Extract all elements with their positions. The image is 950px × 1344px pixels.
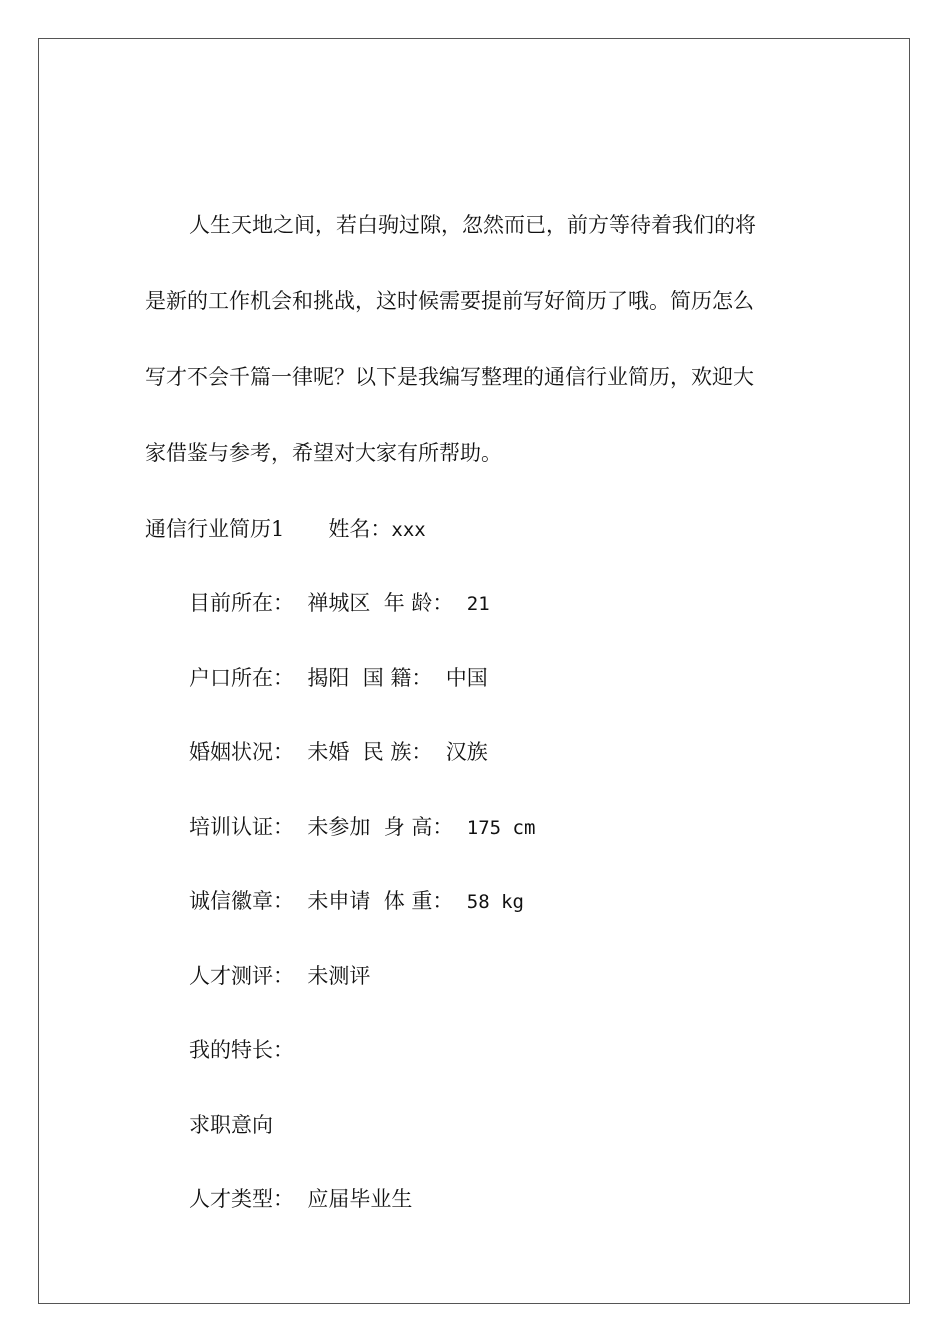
field-label: 户口所在： — [189, 665, 294, 690]
name-label: 姓名： — [328, 517, 392, 541]
field-row-talent-assessment — [145, 956, 805, 1031]
intro-paragraph-line: 是新的工作机会和挑战，这时候需要提前写好简历了哦。简历怎么 — [145, 289, 754, 313]
field-label: 人才测评： — [189, 963, 294, 988]
field-value: 中国 — [445, 665, 488, 690]
field-row-talent-type — [145, 1179, 805, 1254]
field-label: 体 重： — [383, 889, 454, 913]
document-body — [145, 205, 805, 1254]
field-value: 21 — [466, 593, 490, 615]
field-label: 我的特长： — [189, 1038, 294, 1062]
intro-paragraph-line: 人生天地之间，若白驹过隙，忽然而已，前方等待着我们的将 — [189, 213, 756, 237]
field-label: 民 族： — [362, 740, 433, 764]
name-value: xxx — [391, 519, 426, 541]
field-label: 婚姻状况： — [189, 740, 294, 764]
field-value: 未测评 — [307, 963, 371, 988]
resume-title-row — [145, 509, 805, 583]
field-value: 禅城区 — [307, 591, 371, 615]
intro-paragraph-line: 家借鉴与参考，希望对大家有所帮助。 — [145, 441, 502, 465]
field-label: 诚信徽章： — [189, 889, 294, 913]
field-label: 年 龄： — [383, 591, 454, 615]
field-row-marital-status — [145, 732, 805, 807]
field-value: 58 kg — [466, 891, 524, 913]
field-row-certification — [145, 807, 805, 882]
intro-paragraph-line: 写才不会千篇一律呢？以下是我编写整理的通信行业简历，欢迎大 — [145, 365, 754, 389]
field-label: 身 高： — [383, 814, 454, 839]
field-row-integrity-badge — [145, 881, 805, 956]
field-value: 应届毕业生 — [307, 1187, 413, 1211]
field-row-current-location — [145, 583, 805, 658]
field-label: 国 籍： — [362, 665, 433, 690]
field-value: 175 cm — [466, 816, 536, 839]
section-heading-job-intention — [145, 1105, 805, 1180]
field-label: 培训认证： — [189, 814, 294, 839]
field-value: 未申请 — [307, 889, 371, 913]
field-value: 揭阳 — [307, 665, 350, 690]
field-value: 未婚 — [307, 740, 350, 764]
field-value: 未参加 — [307, 814, 371, 839]
field-label: 目前所在： — [189, 591, 294, 615]
section-heading: 求职意向 — [189, 1112, 273, 1137]
resume-title: 通信行业简历1 — [145, 517, 285, 541]
field-label: 人才类型： — [189, 1187, 294, 1211]
field-row-household — [145, 658, 805, 733]
field-row-specialty — [145, 1030, 805, 1105]
field-value: 汉族 — [445, 740, 488, 764]
